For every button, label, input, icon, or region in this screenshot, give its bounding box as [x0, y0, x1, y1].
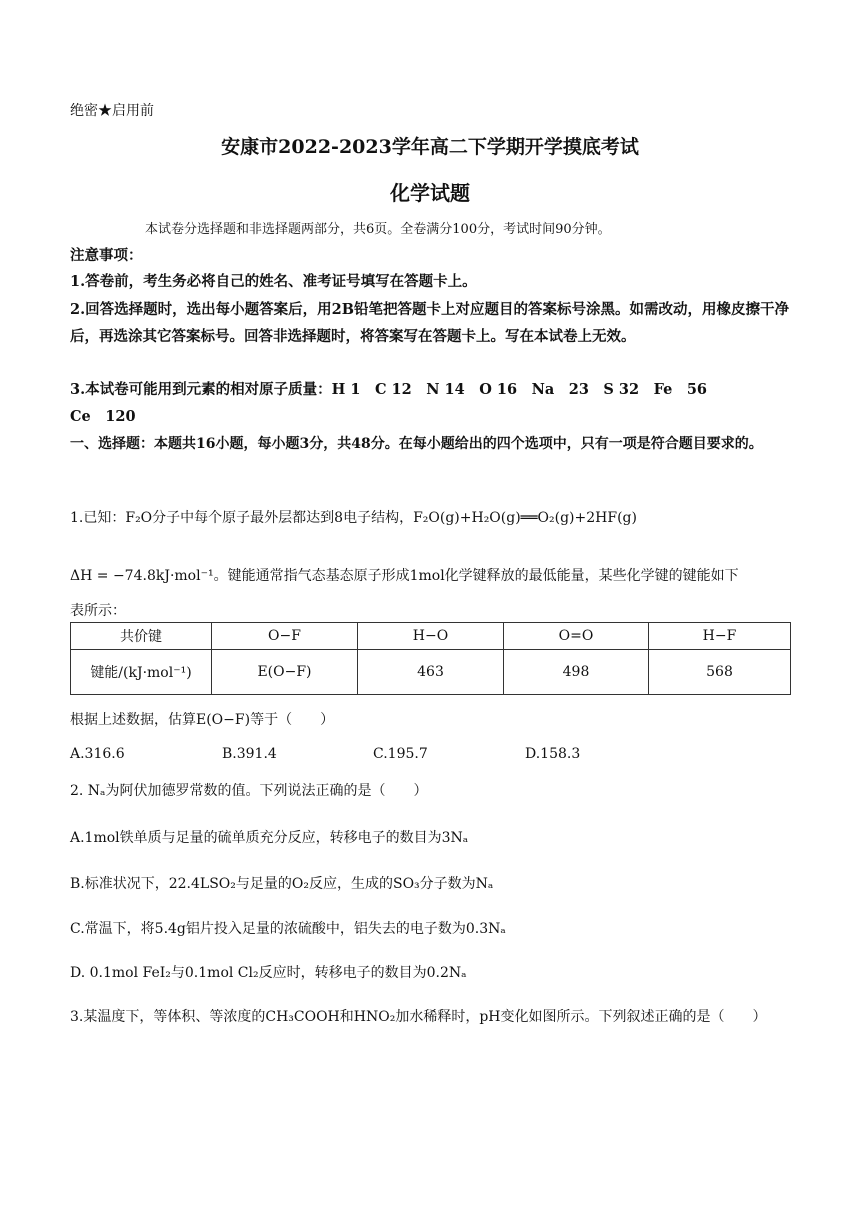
question-1-option-b: B.391.4	[222, 746, 277, 762]
table-header-cell: H−F	[649, 623, 791, 650]
table-cell: 498	[504, 650, 649, 695]
table-header-cell: 共价键	[71, 623, 212, 650]
question-2-option-c: C.常温下，将5.4g铝片投入足量的浓硫酸中，铝失去的电子数为0.3Nₐ	[70, 921, 506, 937]
question-1-stem: 1.已知：F₂O分子中每个原子最外层都达到8电子结构，F₂O(g)+H₂O(g)══O₂(g)+2HF(g)	[70, 510, 637, 526]
question-3-stem: 3.某温度下，等体积、等浓度的CH₃COOH和HNO₂加水稀释时，pH变化如图所示。下列叙述正确的是（ ）	[70, 1009, 767, 1025]
question-1-option-a: A.316.6	[70, 746, 125, 762]
question-1-ask: 根据上述数据，估算E(O−F)等于（ ）	[70, 712, 335, 728]
table-cell: 键能/(kJ·mol⁻¹)	[71, 650, 212, 695]
question-2-option-d: D. 0.1mol FeI₂与0.1mol Cl₂反应时，转移电子的数目为0.2Nₐ	[70, 965, 467, 981]
question-1-stem-end: 表所示：	[70, 603, 126, 619]
question-1-option-d: D.158.3	[525, 746, 581, 762]
table-row	[71, 650, 791, 695]
subject-title: 化学试题	[390, 181, 470, 205]
table-cell: 463	[358, 650, 504, 695]
question-1-stem-cont: ΔH = −74.8kJ·mol⁻¹。键能通常指气态基态原子形成1mol化学键释放的最低能量，某些化学键的键能如下	[70, 568, 739, 584]
exam-title: 安康市2022-2023学年高二下学期开学摸底考试	[221, 136, 639, 158]
question-2-option-a: A.1mol铁单质与足量的硫单质充分反应，转移电子的数目为3Nₐ	[70, 830, 469, 846]
note-item-3-continued: Ce 120	[70, 408, 136, 425]
table-cell: E(O−F)	[212, 650, 358, 695]
note-item-3: 3.本试卷可能用到元素的相对原子质量：H 1 C 12 N 14 O 16 Na 23 S 32 Fe 56	[70, 381, 708, 398]
notes-heading: 注意事项：	[70, 247, 143, 264]
section-heading: 一、选择题：本题共16小题，每小题3分，共48分。在每小题给出的四个选项中，只有一项是符合题目要求的。	[70, 436, 763, 452]
table-cell: 568	[649, 650, 791, 695]
exam-intro: 本试卷分选择题和非选择题两部分，共6页。全卷满分100分，考试时间90分钟。	[145, 222, 611, 237]
confidential-mark: 绝密★启用前	[70, 103, 154, 119]
table-header-cell: O−F	[212, 623, 358, 650]
question-1-option-c: C.195.7	[373, 746, 428, 762]
note-item-2: 2.回答选择题时，选出每小题答案后，用2B铅笔把答题卡上对应题目的答案标号涂黑。如需改动，用橡皮擦干净后，再选涂其它答案标号。回答非选择题时，将答案写在答题卡上。写在本试卷上无效。	[70, 301, 789, 345]
table-header-cell: H−O	[358, 623, 504, 650]
table-header-cell: O=O	[504, 623, 649, 650]
question-2-option-b: B.标准状况下，22.4LSO₂与足量的O₂反应，生成的SO₃分子数为Nₐ	[70, 876, 494, 892]
note-item-1: 1.答卷前，考生务必将自己的姓名、准考证号填写在答题卡上。	[70, 273, 477, 290]
table-row	[71, 623, 791, 650]
question-2-stem: 2. Nₐ为阿伏加德罗常数的值。下列说法正确的是（ ）	[70, 783, 428, 799]
bond-energy-table	[70, 622, 791, 695]
